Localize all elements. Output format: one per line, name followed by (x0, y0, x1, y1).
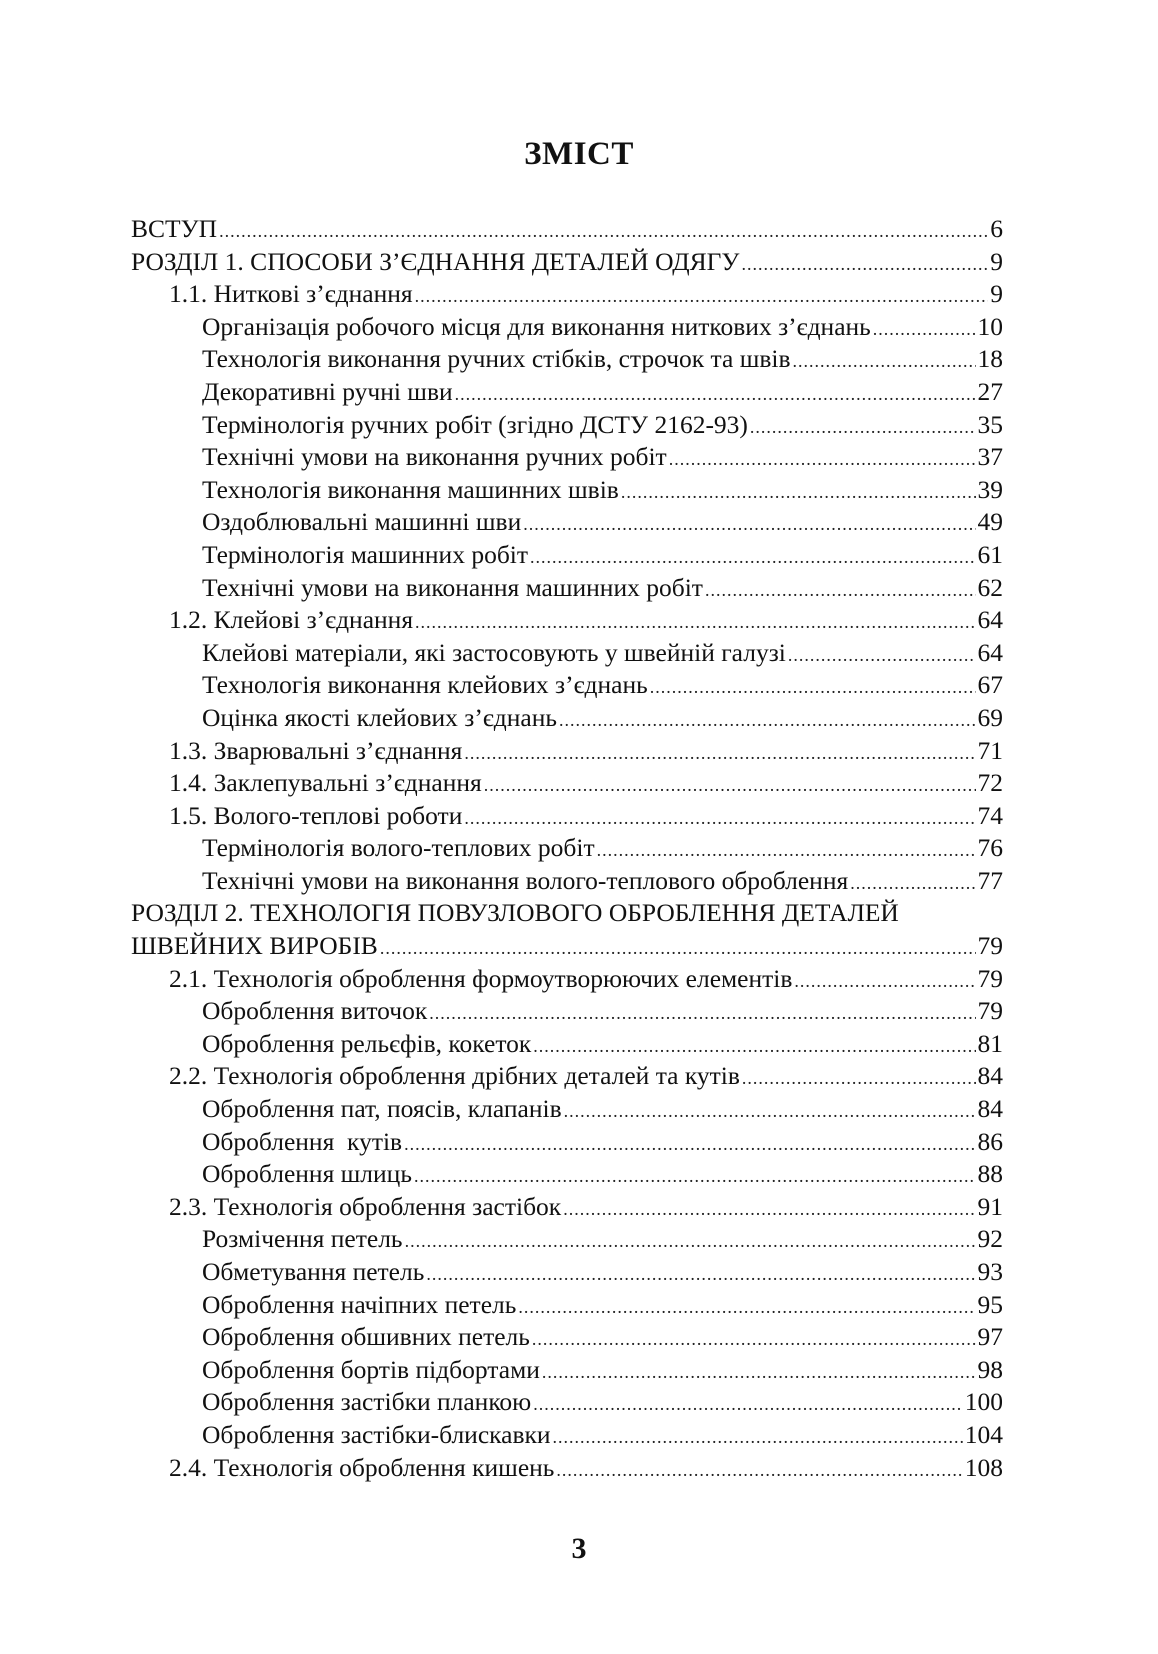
toc-entry (131, 1126, 1003, 1159)
toc-entry (131, 1386, 1003, 1419)
toc-entry-title: 2.4. Технологія оброблення кишень (169, 1452, 555, 1482)
dot-leader (523, 508, 975, 541)
toc-entry-page: 104 (964, 1419, 1003, 1449)
dot-leader (414, 1160, 976, 1193)
toc-entry-title: Розмічення петель (202, 1224, 403, 1254)
toc-entry-title: 2.3. Технологія оброблення застібок (169, 1191, 562, 1221)
toc-entry-title: Обметування петель (202, 1257, 425, 1286)
dot-leader (542, 1356, 976, 1389)
toc-entry-page: 64 (977, 605, 1003, 635)
toc-entry (131, 1256, 1003, 1289)
toc-entry-page: 49 (977, 507, 1003, 537)
toc-entry-title: Організація робочого місця для виконання ниткових з’єднань (202, 311, 871, 341)
dot-leader (533, 1030, 975, 1063)
toc-entry (131, 572, 1003, 605)
dot-leader (429, 997, 975, 1030)
toc-entry-title: Оздоблювальні машинні шви (202, 507, 522, 537)
toc-entry (131, 409, 1003, 442)
dot-leader (530, 541, 975, 574)
toc-entry-title: Технічні умови на виконання машинних робіт (202, 572, 703, 602)
toc-entry (131, 474, 1003, 507)
toc-entry (131, 311, 1003, 344)
toc-entry-title: 1.5. Волого-теплові роботи (169, 800, 463, 830)
dot-leader (464, 737, 975, 770)
dot-leader (556, 1454, 962, 1487)
toc-entry (131, 865, 1003, 898)
toc-entry (131, 1354, 1003, 1387)
toc-entry-page: 86 (977, 1126, 1003, 1156)
dot-leader (532, 1323, 976, 1356)
toc-entry-page: 69 (977, 702, 1003, 732)
toc-entry-page: 79 (977, 996, 1003, 1026)
dot-leader (426, 1258, 975, 1291)
toc-entry-page: 97 (977, 1322, 1003, 1352)
toc-entry-title: Оброблення виточок (202, 996, 428, 1026)
toc-entry-page: 77 (977, 865, 1003, 895)
toc-entry (131, 767, 1003, 800)
toc-entry-page: 92 (977, 1224, 1003, 1254)
toc-entry (131, 506, 1003, 539)
dot-leader (415, 606, 975, 639)
toc-entry-page: 81 (977, 1028, 1003, 1058)
toc-entry-page: 84 (977, 1061, 1003, 1091)
toc-entry-title: Оброблення обшивних петель (202, 1322, 530, 1352)
dot-leader (793, 345, 976, 378)
toc-entry-title: Технологія виконання машинних швів (202, 474, 619, 504)
dot-leader (563, 1193, 975, 1226)
toc-entry-page: 18 (977, 344, 1003, 374)
toc-entry-page: 61 (977, 539, 1003, 569)
dot-leader (669, 443, 976, 476)
dot-leader (464, 802, 975, 835)
toc-entry (131, 637, 1003, 670)
dot-leader (518, 1291, 975, 1324)
toc-entry-page: 71 (977, 735, 1003, 765)
toc-entry (131, 897, 1003, 930)
toc-entry-title: Технічні умови на виконання волого-теплового оброблення (202, 865, 849, 895)
toc-entry-title: Оброблення кутів (202, 1126, 403, 1156)
toc-entry-title: ШВЕЙНИХ ВИРОБІВ (131, 931, 378, 961)
dot-leader (405, 1225, 976, 1258)
dot-leader (415, 280, 989, 313)
toc-entry-page: 91 (977, 1191, 1003, 1221)
dot-leader (455, 378, 976, 411)
dot-leader (794, 965, 975, 998)
toc-entry (131, 1321, 1003, 1354)
toc-entry-page: 62 (977, 572, 1003, 602)
toc-entry-page: 37 (977, 442, 1003, 472)
toc-entry (131, 213, 1003, 246)
toc-entry (131, 604, 1003, 637)
toc-entry-title: Оброблення шлиць (202, 1159, 412, 1189)
page-title: ЗМІСТ (524, 136, 634, 172)
toc-entry-page: 76 (977, 833, 1003, 863)
toc-entry (131, 735, 1003, 768)
toc-entry-page: 95 (977, 1289, 1003, 1319)
toc-entry (131, 800, 1003, 833)
toc-entry-title: РОЗДІЛ 1. СПОСОБИ З’ЄДНАННЯ ДЕТАЛЕЙ ОДЯГУ (131, 246, 740, 276)
toc-entry-title: Оброблення застібки-блискавки (202, 1419, 551, 1449)
toc-entry-title: 1.4. Заклепувальні з’єднання (169, 768, 482, 798)
toc-entry-page: 74 (977, 800, 1003, 830)
toc-entry-title: Оброблення начіпних петель (202, 1289, 517, 1319)
toc-entry-page: 6 (990, 214, 1003, 243)
toc-entry-page: 64 (977, 637, 1003, 667)
toc-entry (131, 930, 1003, 963)
toc-entry-title: Оброблення бортів підбортами (202, 1354, 540, 1384)
toc-entry-page: 10 (977, 311, 1003, 341)
toc-entry (131, 343, 1003, 376)
toc-entry (131, 963, 1003, 996)
table-of-contents (131, 213, 1003, 1484)
toc-entry-page: 72 (977, 768, 1003, 798)
toc-entry (131, 1028, 1003, 1061)
toc-entry (131, 832, 1003, 865)
dot-leader (219, 215, 988, 248)
toc-entry-page: 35 (977, 409, 1003, 439)
toc-entry-title: Термінологія ручних робіт (згідно ДСТУ 2162-93) (202, 409, 748, 439)
toc-entry-page: 93 (977, 1257, 1003, 1286)
dot-leader (741, 248, 988, 281)
toc-entry-page: 108 (964, 1452, 1003, 1482)
dot-leader (873, 313, 976, 346)
toc-entry-title: Технічні умови на виконання ручних робіт (202, 442, 667, 472)
toc-entry-title: Клейові матеріали, які застосовують у швейній галузі (202, 637, 786, 667)
toc-entry (131, 1060, 1003, 1093)
dot-leader (705, 574, 976, 607)
dot-leader (404, 1128, 975, 1161)
toc-entry-page: 27 (977, 376, 1003, 406)
toc-entry-page: 39 (977, 474, 1003, 504)
toc-entry-title: Оброблення рельєфів, кокеток (202, 1028, 532, 1058)
toc-entry-title: Технологія виконання ручних стібків, строчок та швів (202, 344, 791, 374)
toc-entry (131, 1419, 1003, 1452)
toc-entry (131, 1223, 1003, 1256)
dot-leader (597, 834, 976, 867)
toc-entry-page: 67 (977, 670, 1003, 700)
dot-leader (380, 932, 976, 965)
dot-leader (650, 671, 976, 704)
dot-leader (850, 867, 975, 900)
toc-entry (131, 246, 1003, 279)
dot-leader (750, 411, 976, 444)
toc-entry-title: 1.1. Ниткові з’єднання (169, 279, 413, 309)
dot-leader (788, 639, 976, 672)
toc-entry (131, 1191, 1003, 1224)
toc-entry-title: Технологія виконання клейових з’єднань (202, 670, 648, 700)
toc-entry-page: 79 (977, 963, 1003, 993)
toc-entry (131, 441, 1003, 474)
dot-leader (559, 704, 976, 737)
toc-entry-page: 9 (990, 246, 1003, 276)
toc-entry-title: Термінологія машинних робіт (202, 539, 529, 569)
toc-entry-title: Оброблення застібки планкою (202, 1387, 532, 1417)
dot-leader (553, 1421, 963, 1454)
dot-leader (484, 769, 976, 802)
toc-entry (131, 1093, 1003, 1126)
toc-entry-title: 1.2. Клейові з’єднання (169, 605, 414, 635)
toc-entry (131, 995, 1003, 1028)
toc-entry (131, 539, 1003, 572)
toc-entry (131, 1452, 1003, 1485)
toc-entry-title: Оцінка якості клейових з’єднань (202, 702, 557, 732)
toc-entry (131, 702, 1003, 735)
toc-entry-title: Декоративні ручні шви (202, 376, 453, 406)
toc-entry-page: 84 (977, 1094, 1003, 1124)
toc-entry-page: 98 (977, 1354, 1003, 1384)
toc-entry-page: 100 (964, 1387, 1003, 1417)
toc-entry (131, 1158, 1003, 1191)
dot-leader (533, 1388, 963, 1421)
toc-entry-page: 79 (977, 931, 1003, 961)
dot-leader (742, 1062, 976, 1095)
toc-entry-title: Оброблення пат, поясів, клапанів (202, 1094, 562, 1124)
toc-entry (131, 376, 1003, 409)
toc-entry-title: 2.1. Технологія оброблення формоутворюючих елементів (169, 963, 793, 993)
toc-entry (131, 669, 1003, 702)
toc-entry (131, 1289, 1003, 1322)
toc-entry (131, 278, 1003, 311)
toc-entry-title: 1.3. Зварювальні з’єднання (169, 735, 463, 765)
toc-entry-title: РОЗДІЛ 2. ТЕХНОЛОГІЯ ПОВУЗЛОВОГО ОБРОБЛЕННЯ ДЕТАЛЕЙ (131, 898, 899, 928)
dot-leader (621, 476, 976, 509)
toc-entry-page: 88 (977, 1159, 1003, 1189)
dot-leader (564, 1095, 976, 1128)
toc-entry-title: 2.2. Технологія оброблення дрібних деталей та кутів (169, 1061, 740, 1091)
toc-entry-title: ВСТУП (131, 214, 218, 243)
page-number: 3 (571, 1532, 587, 1565)
toc-entry-title: Термінологія волого-теплових робіт (202, 833, 595, 863)
toc-entry-page: 9 (990, 279, 1003, 309)
